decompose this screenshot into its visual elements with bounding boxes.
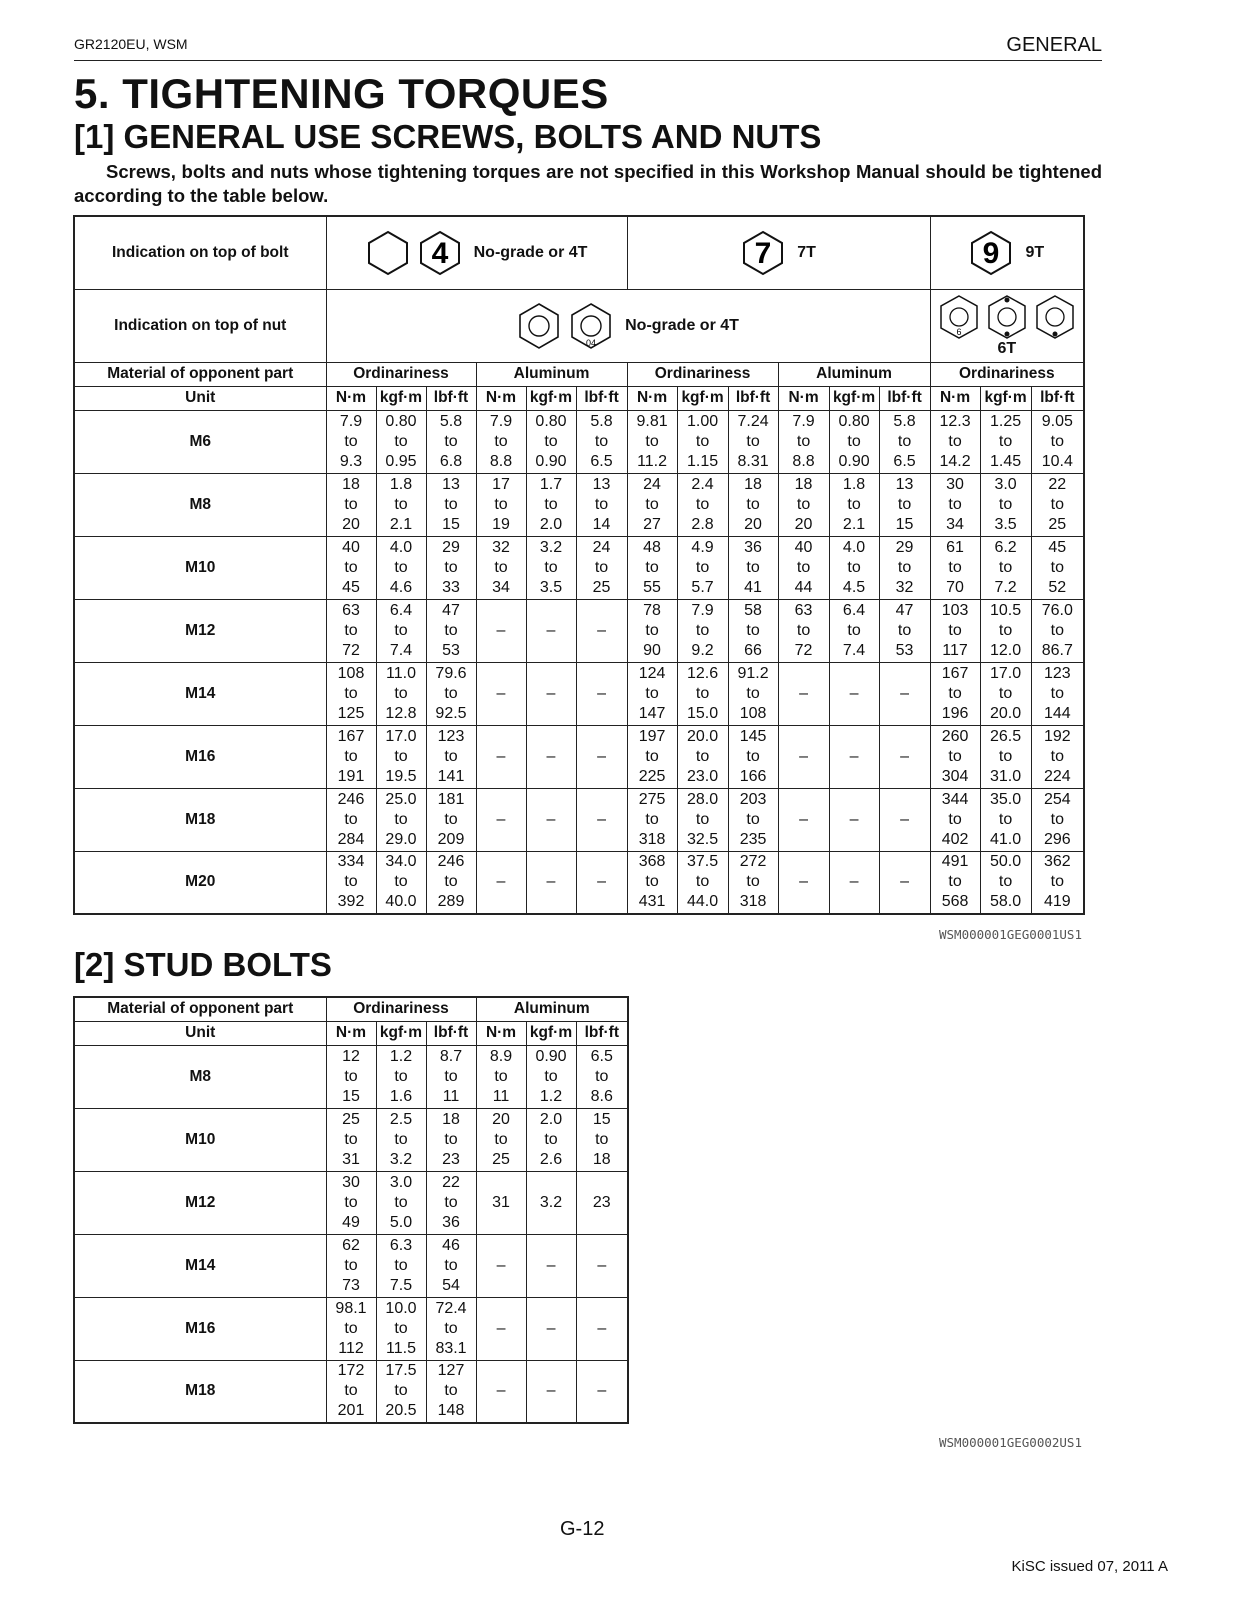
- torque-cell: –: [576, 851, 627, 914]
- unit-header: kgf·m: [677, 386, 728, 410]
- torque-cell: 34.0 to 40.0: [376, 851, 426, 914]
- unit-header: lbf·ft: [576, 1021, 628, 1045]
- torque-cell: –: [526, 1360, 576, 1423]
- unit-header: N·m: [930, 386, 980, 410]
- torque-cell: 197 to 225: [627, 725, 677, 788]
- torque-cell: –: [476, 662, 526, 725]
- section2-heading: [2] STUD BOLTS: [74, 946, 332, 983]
- torque-cell: 63 to 72: [326, 599, 376, 662]
- size-label: M6: [74, 410, 326, 473]
- bolt-grade-7t-text: 7T: [797, 243, 816, 261]
- svg-text:04: 04: [586, 337, 597, 348]
- torque-cell: –: [829, 788, 879, 851]
- group-header: Aluminum: [476, 362, 627, 386]
- torque-cell: 35.0 to 41.0: [980, 788, 1031, 851]
- unit-header: kgf·m: [376, 1021, 426, 1045]
- unit-header: lbf·ft: [728, 386, 778, 410]
- table-row: [74, 473, 1084, 536]
- torque-cell: 7.9 to 8.8: [476, 410, 526, 473]
- size-label: M18: [74, 788, 326, 851]
- torque-cell: 24 to 25: [576, 536, 627, 599]
- torque-cell: 8.7 to 11: [426, 1045, 476, 1108]
- torque-cell: 18 to 23: [426, 1108, 476, 1171]
- torque-cell: 29 to 32: [879, 536, 930, 599]
- torque-cell: –: [778, 662, 829, 725]
- torque-cell: 6.4 to 7.4: [829, 599, 879, 662]
- torque-cell: 0.90 to 1.2: [526, 1045, 576, 1108]
- torque-cell: 5.8 to 6.8: [426, 410, 476, 473]
- torque-cell: 79.6 to 92.5: [426, 662, 476, 725]
- torque-cell: –: [879, 851, 930, 914]
- issue-note: KiSC issued 07, 2011 A: [1011, 1558, 1168, 1575]
- unit-label: Unit: [74, 1021, 326, 1045]
- size-label: M8: [74, 1045, 326, 1108]
- torque-cell: 78 to 90: [627, 599, 677, 662]
- torque-cell: 167 to 191: [326, 725, 376, 788]
- torque-cell: 491 to 568: [930, 851, 980, 914]
- torque-cell: 32 to 34: [476, 536, 526, 599]
- torque-cell: 25.0 to 29.0: [376, 788, 426, 851]
- torque-cell: 17 to 19: [476, 473, 526, 536]
- size-label: M16: [74, 725, 326, 788]
- torque-cell: 167 to 196: [930, 662, 980, 725]
- torque-cell: 23: [576, 1171, 628, 1234]
- table-row: [74, 1108, 628, 1171]
- grade-7-bolt-icon: [741, 230, 785, 276]
- torque-cell: 45 to 52: [1031, 536, 1084, 599]
- size-label: M12: [74, 599, 326, 662]
- unit-header: kgf·m: [980, 386, 1031, 410]
- group-header: Ordinariness: [326, 997, 476, 1021]
- torque-cell: –: [576, 662, 627, 725]
- unit-header: N·m: [627, 386, 677, 410]
- bolt-grade-4t-cell: [326, 216, 627, 289]
- torque-cell: –: [476, 1297, 526, 1360]
- nut-grade-4t-text: No-grade or 4T: [625, 316, 739, 334]
- torque-cell: –: [526, 788, 576, 851]
- torque-cell: 9.81 to 11.2: [627, 410, 677, 473]
- torque-cell: 13 to 14: [576, 473, 627, 536]
- torque-cell: –: [476, 725, 526, 788]
- reference-code: WSM000001GEG0002US1: [939, 1435, 1082, 1450]
- torque-cell: 40 to 44: [778, 536, 829, 599]
- nut-grade-4t-cell: [326, 289, 930, 362]
- torque-cell: 47 to 53: [426, 599, 476, 662]
- group-header: Ordinariness: [930, 362, 1084, 386]
- torque-cell: 11.0 to 12.8: [376, 662, 426, 725]
- svg-text:7: 7: [754, 236, 772, 270]
- table-row: [74, 725, 1084, 788]
- nut-indication-label: Indication on top of nut: [74, 289, 326, 362]
- torque-cell: 203 to 235: [728, 788, 778, 851]
- torque-cell: 3.2: [526, 1171, 576, 1234]
- size-label: M20: [74, 851, 326, 914]
- size-label: M14: [74, 1234, 326, 1297]
- torque-cell: 10.5 to 12.0: [980, 599, 1031, 662]
- torque-cell: 0.80 to 0.90: [526, 410, 576, 473]
- torque-cell: 62 to 73: [326, 1234, 376, 1297]
- material-label: Material of opponent part: [74, 997, 326, 1021]
- unit-header: N·m: [326, 1021, 376, 1045]
- torque-cell: 9.05 to 10.4: [1031, 410, 1084, 473]
- torque-cell: 124 to 147: [627, 662, 677, 725]
- bolt-indication-label: Indication on top of bolt: [74, 216, 326, 289]
- torque-cell: 1.8 to 2.1: [829, 473, 879, 536]
- torque-cell: –: [576, 599, 627, 662]
- torque-cell: 12.3 to 14.2: [930, 410, 980, 473]
- torque-cell: 2.0 to 2.6: [526, 1108, 576, 1171]
- unit-header: lbf·ft: [879, 386, 930, 410]
- torque-cell: 20.0 to 23.0: [677, 725, 728, 788]
- torque-cell: 275 to 318: [627, 788, 677, 851]
- general-torque-table: [73, 215, 1085, 915]
- torque-cell: 26.5 to 31.0: [980, 725, 1031, 788]
- torque-cell: –: [526, 1234, 576, 1297]
- torque-cell: 24 to 27: [627, 473, 677, 536]
- nut-grade-6t-text: 6T: [997, 339, 1017, 357]
- grade-4-bolt-icon: [418, 230, 462, 276]
- grade-9-bolt-icon: [969, 230, 1013, 276]
- torque-cell: 103 to 117: [930, 599, 980, 662]
- group-header: Ordinariness: [627, 362, 778, 386]
- torque-cell: 18 to 20: [728, 473, 778, 536]
- table-row: [74, 599, 1084, 662]
- torque-cell: 12.6 to 15.0: [677, 662, 728, 725]
- torque-cell: 5.8 to 6.5: [576, 410, 627, 473]
- torque-cell: 192 to 224: [1031, 725, 1084, 788]
- size-label: M18: [74, 1360, 326, 1423]
- table-row: [74, 1360, 628, 1423]
- torque-cell: 6.5 to 8.6: [576, 1045, 628, 1108]
- svg-text:4: 4: [431, 236, 448, 270]
- torque-cell: –: [829, 725, 879, 788]
- torque-cell: 6.3 to 7.5: [376, 1234, 426, 1297]
- torque-cell: –: [879, 662, 930, 725]
- torque-cell: 98.1 to 112: [326, 1297, 376, 1360]
- torque-cell: 29 to 33: [426, 536, 476, 599]
- torque-cell: 1.25 to 1.45: [980, 410, 1031, 473]
- page-number: G-12: [560, 1518, 605, 1540]
- bolt-grade-7t-cell: [627, 216, 930, 289]
- unit-header: N·m: [476, 1021, 526, 1045]
- torque-cell: 272 to 318: [728, 851, 778, 914]
- torque-cell: 3.0 to 5.0: [376, 1171, 426, 1234]
- bolt-grade-4t-text: No-grade or 4T: [473, 243, 588, 261]
- table-row: [74, 662, 1084, 725]
- table-row: [74, 851, 1084, 914]
- torque-cell: –: [576, 1297, 628, 1360]
- torque-cell: 260 to 304: [930, 725, 980, 788]
- torque-cell: 1.8 to 2.1: [376, 473, 426, 536]
- section1-intro: Screws, bolts and nuts whose tightening torques are not specified in this Workshop Manual should be tightened according to the table below.: [74, 161, 1102, 206]
- torque-cell: –: [879, 725, 930, 788]
- single-dot-nut-icon: [1034, 294, 1076, 340]
- torque-cell: –: [576, 1360, 628, 1423]
- torque-cell: 145 to 166: [728, 725, 778, 788]
- unit-header: kgf·m: [526, 1021, 576, 1045]
- svg-text:6: 6: [956, 326, 962, 337]
- torque-cell: 63 to 72: [778, 599, 829, 662]
- unit-label: Unit: [74, 386, 326, 410]
- torque-cell: 37.5 to 44.0: [677, 851, 728, 914]
- torque-cell: 2.5 to 3.2: [376, 1108, 426, 1171]
- table-row: [74, 410, 1084, 473]
- unit-header: kgf·m: [376, 386, 426, 410]
- torque-cell: 91.2 to 108: [728, 662, 778, 725]
- torque-cell: 15 to 18: [576, 1108, 628, 1171]
- torque-cell: 22 to 25: [1031, 473, 1084, 536]
- torque-cell: –: [526, 1297, 576, 1360]
- torque-cell: –: [576, 725, 627, 788]
- torque-cell: 76.0 to 86.7: [1031, 599, 1084, 662]
- section-name: GENERAL: [1006, 34, 1102, 56]
- bolt-grade-9t-text: 9T: [1025, 243, 1045, 261]
- unit-header: N·m: [778, 386, 829, 410]
- size-label: M10: [74, 536, 326, 599]
- unit-header: N·m: [326, 386, 376, 410]
- torque-cell: –: [476, 788, 526, 851]
- unit-header: kgf·m: [526, 386, 576, 410]
- torque-cell: 8.9 to 11: [476, 1045, 526, 1108]
- size-label: M10: [74, 1108, 326, 1171]
- torque-cell: 368 to 431: [627, 851, 677, 914]
- plain-nut-icon: [517, 302, 561, 350]
- stud-bolt-torque-table: [73, 996, 629, 1424]
- torque-cell: 123 to 144: [1031, 662, 1084, 725]
- torque-cell: 7.24 to 8.31: [728, 410, 778, 473]
- torque-cell: 362 to 419: [1031, 851, 1084, 914]
- nut-grade-6t-cell: [930, 289, 1084, 362]
- grade-6-nut-icon: [938, 294, 980, 340]
- torque-cell: 127 to 148: [426, 1360, 476, 1423]
- torque-cell: 10.0 to 11.5: [376, 1297, 426, 1360]
- section1-heading: [1] GENERAL USE SCREWS, BOLTS AND NUTS: [74, 118, 822, 155]
- torque-cell: 4.9 to 5.7: [677, 536, 728, 599]
- torque-cell: 40 to 45: [326, 536, 376, 599]
- torque-cell: 58 to 66: [728, 599, 778, 662]
- torque-cell: 7.9 to 9.2: [677, 599, 728, 662]
- torque-cell: –: [879, 788, 930, 851]
- torque-cell: –: [778, 725, 829, 788]
- torque-cell: 0.80 to 0.95: [376, 410, 426, 473]
- table-row: [74, 1171, 628, 1234]
- size-label: M16: [74, 1297, 326, 1360]
- torque-cell: –: [526, 725, 576, 788]
- torque-cell: 108 to 125: [326, 662, 376, 725]
- torque-cell: 12 to 15: [326, 1045, 376, 1108]
- torque-cell: 6.2 to 7.2: [980, 536, 1031, 599]
- torque-cell: 3.2 to 3.5: [526, 536, 576, 599]
- torque-cell: –: [526, 662, 576, 725]
- torque-cell: 334 to 392: [326, 851, 376, 914]
- torque-cell: 1.00 to 1.15: [677, 410, 728, 473]
- torque-cell: 13 to 15: [426, 473, 476, 536]
- torque-cell: –: [576, 1234, 628, 1297]
- doc-code: GR2120EU, WSM: [74, 36, 188, 52]
- torque-cell: 18 to 20: [778, 473, 829, 536]
- table-row: [74, 1045, 628, 1108]
- group-header: Aluminum: [778, 362, 930, 386]
- torque-cell: 5.8 to 6.5: [879, 410, 930, 473]
- torque-cell: –: [778, 788, 829, 851]
- torque-cell: 1.7 to 2.0: [526, 473, 576, 536]
- torque-cell: 0.80 to 0.90: [829, 410, 879, 473]
- torque-cell: 47 to 53: [879, 599, 930, 662]
- unit-header: lbf·ft: [1031, 386, 1084, 410]
- torque-cell: 18 to 20: [326, 473, 376, 536]
- torque-cell: 36 to 41: [728, 536, 778, 599]
- torque-cell: –: [576, 788, 627, 851]
- unit-header: N·m: [476, 386, 526, 410]
- bolt-grade-9t-cell: [930, 216, 1084, 289]
- table-row: [74, 1234, 628, 1297]
- torque-cell: –: [476, 1234, 526, 1297]
- size-label: M12: [74, 1171, 326, 1234]
- torque-cell: 17.0 to 19.5: [376, 725, 426, 788]
- torque-cell: 25 to 31: [326, 1108, 376, 1171]
- torque-cell: –: [526, 599, 576, 662]
- torque-cell: 31: [476, 1171, 526, 1234]
- reference-code: WSM000001GEG0001US1: [939, 927, 1082, 942]
- group-header: Aluminum: [476, 997, 628, 1021]
- torque-cell: –: [476, 1360, 526, 1423]
- size-label: M8: [74, 473, 326, 536]
- torque-cell: 7.9 to 9.3: [326, 410, 376, 473]
- unit-header: lbf·ft: [426, 386, 476, 410]
- group-header: Ordinariness: [326, 362, 476, 386]
- torque-cell: 17.5 to 20.5: [376, 1360, 426, 1423]
- torque-cell: –: [829, 662, 879, 725]
- table-row: [74, 1297, 628, 1360]
- torque-cell: –: [778, 851, 829, 914]
- unit-header: kgf·m: [829, 386, 879, 410]
- torque-cell: 17.0 to 20.0: [980, 662, 1031, 725]
- unit-header: lbf·ft: [576, 386, 627, 410]
- torque-cell: 46 to 54: [426, 1234, 476, 1297]
- torque-cell: –: [476, 599, 526, 662]
- dot-marked-nut-icon: [986, 294, 1028, 340]
- torque-cell: 246 to 289: [426, 851, 476, 914]
- torque-cell: 20 to 25: [476, 1108, 526, 1171]
- torque-cell: 172 to 201: [326, 1360, 376, 1423]
- torque-cell: 4.0 to 4.6: [376, 536, 426, 599]
- torque-cell: –: [476, 851, 526, 914]
- torque-cell: 123 to 141: [426, 725, 476, 788]
- header-rule: [74, 60, 1102, 61]
- torque-cell: 1.2 to 1.6: [376, 1045, 426, 1108]
- torque-cell: 50.0 to 58.0: [980, 851, 1031, 914]
- torque-cell: 30 to 34: [930, 473, 980, 536]
- torque-cell: –: [526, 851, 576, 914]
- svg-text:9: 9: [983, 236, 1000, 270]
- torque-cell: 7.9 to 8.8: [778, 410, 829, 473]
- torque-cell: 13 to 15: [879, 473, 930, 536]
- torque-cell: 28.0 to 32.5: [677, 788, 728, 851]
- torque-cell: 6.4 to 7.4: [376, 599, 426, 662]
- torque-cell: 3.0 to 3.5: [980, 473, 1031, 536]
- torque-cell: 246 to 284: [326, 788, 376, 851]
- torque-cell: 254 to 296: [1031, 788, 1084, 851]
- table-row: [74, 788, 1084, 851]
- torque-cell: 181 to 209: [426, 788, 476, 851]
- table-row: [74, 536, 1084, 599]
- torque-cell: 344 to 402: [930, 788, 980, 851]
- torque-cell: 61 to 70: [930, 536, 980, 599]
- material-label: Material of opponent part: [74, 362, 326, 386]
- plain-hex-bolt-icon: [366, 230, 410, 276]
- torque-cell: 48 to 55: [627, 536, 677, 599]
- torque-cell: –: [829, 851, 879, 914]
- torque-cell: 4.0 to 4.5: [829, 536, 879, 599]
- grade-4-nut-icon: [569, 302, 613, 350]
- torque-cell: 22 to 36: [426, 1171, 476, 1234]
- size-label: M14: [74, 662, 326, 725]
- torque-cell: 2.4 to 2.8: [677, 473, 728, 536]
- unit-header: lbf·ft: [426, 1021, 476, 1045]
- page-title: 5. TIGHTENING TORQUES: [74, 70, 609, 117]
- torque-cell: 30 to 49: [326, 1171, 376, 1234]
- torque-cell: 72.4 to 83.1: [426, 1297, 476, 1360]
